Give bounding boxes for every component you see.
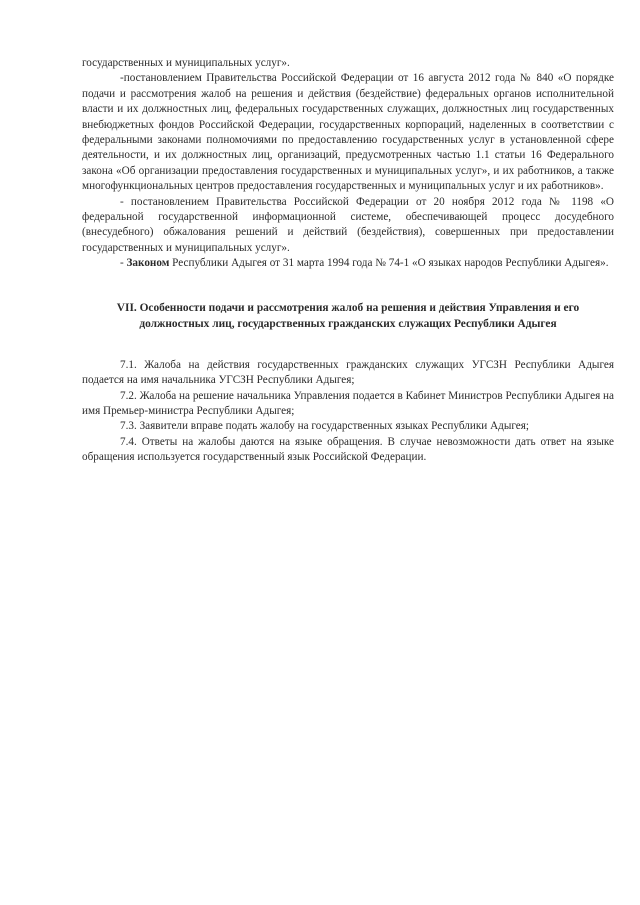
section-body (82, 358, 614, 466)
law-prefix: - (120, 257, 127, 270)
paragraph-continuation: государственных и муниципальных услуг». (82, 57, 290, 69)
paragraph-law-languages (82, 256, 614, 271)
section-item-7-1: 7.1. Жалоба на действия государственных гражданских служащих УГСЗН Республики Адыгея подается на имя начальника УГСЗН Республики Адыгея; (82, 358, 614, 387)
section-item-7-2: 7.2. Жалоба на решение начальника Управления подается в Кабинет Министров Республики Адыгея на имя Премьер-министра Республики Адыгея; (82, 389, 614, 417)
law-rest: Республики Адыгея от 31 марта 1994 года № 74-1 «О языках народов Республики Адыгея». (169, 257, 609, 270)
section-heading: VII. Особенности подачи и рассмотрения жалоб на решения и действия Управления и его должностных лиц, государственных гражданских служащих Республики Адыгея (116, 301, 580, 330)
section-item-7-3: 7.3. Заявители вправе подать жалобу на государственных языках Республики Адыгея; (120, 420, 530, 433)
paragraph-decree-1198: - постановлением Правительства Российской Федерации от 20 ноября 2012 года № 1198 «О федеральной государственной информационной системе, обеспечивающей процесс досудебного (внесудебного) обжалования решений и действий (бездействия), совершенных при предоставлении государственных и муниципальных услуг». (82, 195, 614, 254)
section-item-7-4: 7.4. Ответы на жалобы даются на языке обращения. В случае невозможности дать ответ на языке обращения используется государственный язык Российской Федерации. (82, 435, 614, 464)
law-bold-word: Законом (126, 257, 170, 270)
paragraph-decree-840: -постановлением Правительства Российской Федерации от 16 августа 2012 года № 840 «О порядке подачи и рассмотрения жалоб на решения и действия (бездействие) федеральных органов исполнительной власти и их должностных лиц, федеральных государственных служащих, должностных лиц государственных внебюджетных фондов Российской Федерации, государственных корпораций, наделенных в соответствии с федеральными законами полномочиями по предоставлению государственных услуг в установленной сфере деятельности, и их должностных лиц, организаций, предусмотренных частью 1.1 статьи 16 Федерального закона «Об организации предоставления государственных и муниципальных услуг», и их работников, а также многофункциональных центров предоставления государственных и муниципальных услуг и их работников». (82, 72, 614, 193)
